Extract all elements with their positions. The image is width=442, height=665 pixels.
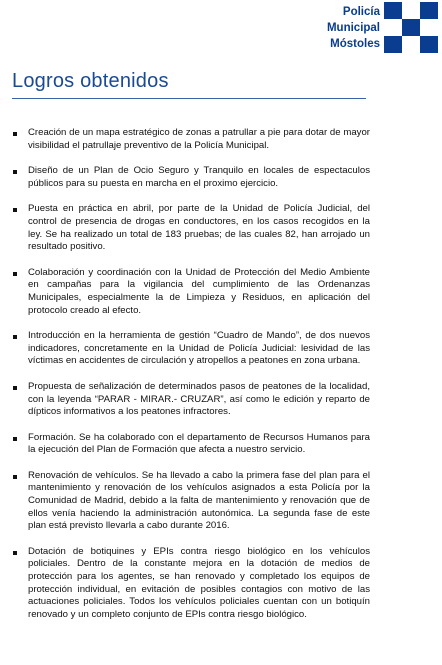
logo-line-3: Móstoles — [330, 38, 380, 50]
list-item-text: Puesta en práctica en abril, por parte de la Unidad de Policía Judicial, del control de presencia de drogas en conductores, en los casos recogidos en la ley. Se ha realizado un total de 183 pruebas; de las cuales 82, han arrojado un resultado positivo. — [28, 203, 370, 253]
bullet-icon — [13, 170, 17, 174]
page-title: Logros obtenidos — [12, 70, 169, 92]
checkerboard-logo-icon — [384, 2, 438, 53]
achievements-list — [10, 127, 370, 634]
list-item-text: Creación de un mapa estratégico de zonas a patrullar a pie para dotar de mayor visibilidad el patrullaje preventivo de la Policía Municipal. — [28, 127, 370, 151]
bullet-icon — [13, 132, 17, 136]
list-item — [10, 165, 370, 190]
bullet-icon — [13, 437, 17, 441]
list-item — [10, 546, 370, 622]
list-item — [10, 381, 370, 419]
logo-line-2: Municipal — [326, 22, 380, 34]
bullet-icon — [13, 335, 17, 339]
bullet-icon — [13, 475, 17, 479]
list-item-text: Colaboración y coordinación con la Unidad de Protección del Medio Ambiente en campañas para la vigilancia del cumplimiento de las Ordenanzas Municipales, especialmente la de Limpieza y Residuos, en aplicación del protocolo creado al efecto. — [28, 266, 370, 316]
list-item — [10, 330, 370, 368]
bullet-icon — [13, 551, 17, 555]
list-item-text: Renovación de vehículos. Se ha llevado a cabo la primera fase del plan para el mantenimiento y renovación de los vehículos asignados a esta Policía por la Comunidad de Madrid, debido a la falta de mantenimiento y renovación que de ellos venía haciendo la administración autonómica. La segunda fase de este plan está previsto llevarla a cabo durante 2016. — [28, 469, 370, 532]
title-divider — [12, 98, 366, 99]
list-item-text: Introducción en la herramienta de gestión “Cuadro de Mando”, de dos nuevos indicadores, concretamente en la Unidad de Policía Judicial: lesividad de las víctimas en accidentes de circulación y atropellos a peatones en zona urbana. — [28, 330, 370, 367]
list-item — [10, 432, 370, 457]
list-item-text: Diseño de un Plan de Ocio Seguro y Tranquilo en locales de espectaculos públicos para su puesta en marcha en el proximo ejercicio. — [28, 165, 370, 189]
bullet-icon — [13, 272, 17, 276]
bullet-icon — [13, 208, 17, 212]
list-item — [10, 470, 370, 533]
logo-line-1: Policía — [342, 6, 380, 18]
list-item — [10, 267, 370, 317]
logo-text — [327, 4, 380, 52]
list-item — [10, 127, 370, 152]
list-item-text: Dotación de botiquines y EPIs contra riesgo biológico en los vehículos policiales. Dentro de la constante mejora en la dotación de medios de protección para los agentes, se han renovado y completado los equipos de protección individual, en evitación de posibles contagios con motivo de las actuaciones policiales. Todos los vehículos policiales cuentan con un botiquín renovado y un completo conjunto de EPIs contra riesgo biológico. — [28, 545, 370, 620]
list-item — [10, 203, 370, 253]
policia-municipal-logo — [0, 0, 442, 56]
bullet-icon — [13, 386, 17, 390]
list-item-text: Propuesta de señalización de determinados pasos de peatones de la localidad, con la leyenda “PARAR - MIRAR.- CRUZAR”, así como le edición y reparto de dípticos informativos a los peatones infractores. — [28, 380, 370, 418]
list-item-text: Formación. Se ha colaborado con el departamento de Recursos Humanos para la ejecución del Plan de Formación que afecta a nuestro servicio. — [28, 431, 370, 456]
